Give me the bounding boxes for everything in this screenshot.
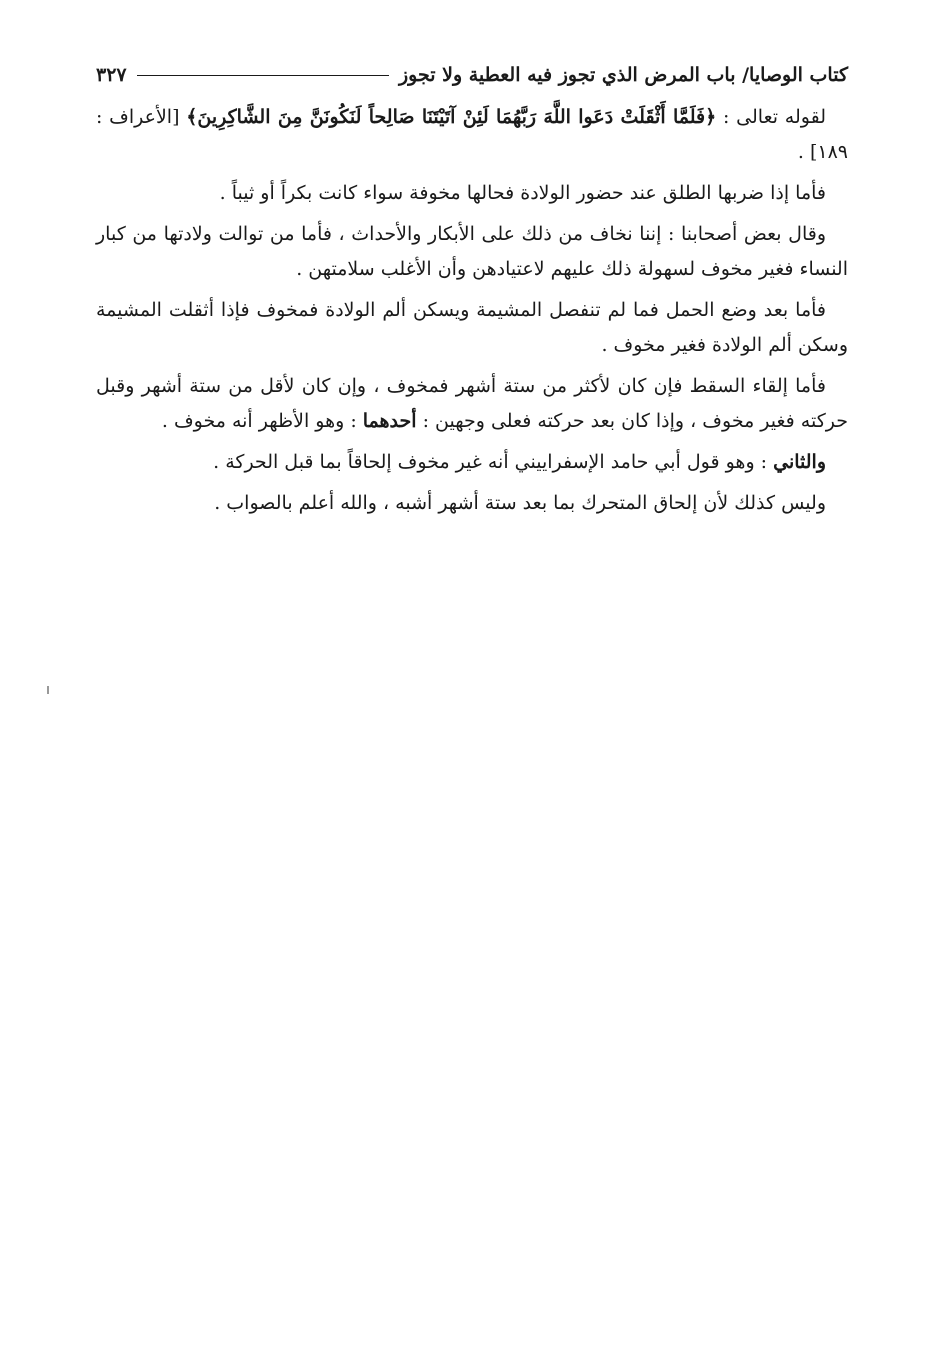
page-number: ٣٢٧ [96,64,127,86]
paragraph-4: فأما بعد وضع الحمل فما لم تنفصل المشيمة ويسكن ألم الولادة فمخوف فإذا أثقلت المشيمة وسكن ألم الولادة فغير مخوف . [96,299,848,356]
paragraph-5 [96,369,848,439]
paragraph-5-end: : وهو الأظهر أنه مخوف . [161,410,363,432]
keyword-second: والثاني [773,451,826,473]
running-header [96,58,848,92]
margin-mark [47,686,49,694]
paragraph-2: فأما إذا ضربها الطلق عند حضور الولادة فحالها مخوفة سواء كانت بكراً أو ثيباً . [219,182,826,204]
paragraph-5-text: فأما إلقاء السقط فإن كان لأكثر من ستة أشهر فمخوف ، وإن كان لأقل من ستة أشهر وقبل حركته فغير مخوف ، وإذا كان بعد حركته فعلى وجهين : [96,375,848,432]
paragraph-1 [96,100,848,170]
paragraph-6-text: : وهو قول أبي حامد الإسفراييني أنه غير مخوف إلحاقاً بما قبل الحركة . [213,451,774,473]
quran-verse: ﴿فَلَمَّا أَثْقَلَتْ دَعَوا اللَّهَ رَبَّهُمَا لَئِنْ آتَيْتَنَا صَالِحاً لَنَكُونَنَّ مِنَ الشَّاكِرِينَ﴾ [186,106,717,128]
paragraph-3: وقال بعض أصحابنا : إننا نخاف من ذلك على الأبكار والأحداث ، فأما من توالت ولادتها من كبار النساء فغير مخوف لسهولة ذلك عليهم لاعتيادهن وأن الأغلب سلامتهن . [96,223,848,280]
paragraph-6 [96,445,848,480]
document-body [96,100,848,521]
document-page [96,58,848,527]
paragraph-1-intro: لقوله تعالى : [716,106,827,128]
keyword-first: أحدهما [362,410,417,432]
paragraph-7: وليس كذلك لأن إلحاق المتحرك بما بعد ستة أشهر أشبه ، والله أعلم بالصواب . [214,492,826,514]
header-rule [137,75,389,76]
header-title: كتاب الوصايا/ باب المرض الذي تجوز فيه العطية ولا تجوز [398,64,848,86]
verse-reference: [الأعراف : ١٨٩] . [96,106,848,163]
